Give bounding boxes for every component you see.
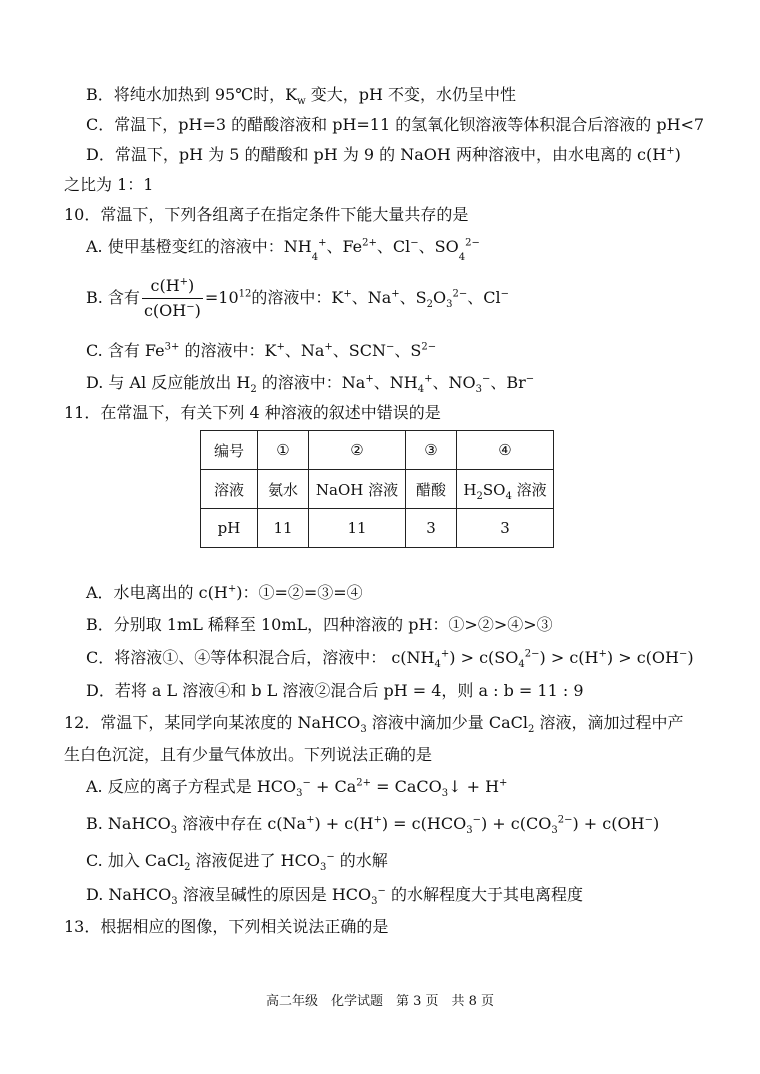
table-cell: pH — [201, 509, 258, 548]
q9-option-d: D．常温下，pH 为 5 的醋酸和 pH 为 9 的 NaOH 两种溶液中，由水电离的 c(H+) — [86, 145, 681, 164]
table-cell: 3 — [406, 509, 457, 548]
q11-stem: 11．在常温下，有关下列 4 种溶液的叙述中错误的是 — [64, 403, 441, 422]
table-cell: 3 — [457, 509, 554, 548]
page-footer: 高二年级 化学试题 第 3 页 共 8 页 — [265, 994, 495, 1009]
table-cell: $H_2SO_4$ 溶液 — [457, 470, 554, 509]
table-cell: ③ — [406, 431, 457, 470]
q11-option-a: A．水电离出的 c(H+)：①=②=③=④ — [86, 583, 363, 602]
q9-option-c: C．常温下，pH=3 的醋酸溶液和 pH=11 的氢氧化钡溶液等体积混合后溶液的 pH<7 — [86, 115, 705, 134]
table-cell: 醋酸 — [406, 470, 457, 509]
q13-stem: 13．根据相应的图像，下列相关说法正确的是 — [64, 917, 389, 936]
table-cell: ② — [309, 431, 406, 470]
table-cell: 11 — [309, 509, 406, 548]
q12-option-a: A. 反应的离子方程式是 $HCO_3^- + Ca^{2+}$ = CaCO$_3$↓ + H+ — [86, 777, 508, 800]
q12-stem: 12．常温下，某同学向某浓度的 NaHCO$_3$ 溶液中滴加少量 CaCl$_2$ 溶液，滴加过程中产 — [64, 713, 684, 736]
table-cell: 编号 — [201, 431, 258, 470]
q12-option-b: B. NaHCO$_3$ 溶液中存在 $c(Na^+) + c(H^+) = c(HCO_3^-) + c(CO_3^{2-}) + c(OH^-)$ — [86, 814, 660, 837]
table-row — [201, 470, 554, 509]
q11-option-b: B．分别取 1mL 稀释至 10mL，四种溶液的 pH：①>②>④>③ — [86, 615, 553, 634]
table-row — [201, 431, 554, 470]
q12-option-c: C. 加入 CaCl$_2$ 溶液促进了 $HCO_3^-$ 的水解 — [86, 851, 388, 874]
table-cell: 溶液 — [201, 470, 258, 509]
table-cell: NaOH 溶液 — [309, 470, 406, 509]
q10-stem: 10．常温下，下列各组离子在指定条件下能大量共存的是 — [64, 205, 469, 224]
q10-option-c: C. 含有 $Fe^{3+}$ 的溶液中：K+、Na+、SCN−、$S^{2-}$ — [86, 341, 437, 360]
table-cell: 11 — [258, 509, 309, 548]
q10-option-d: D. 与 Al 反应能放出 $H_2$ 的溶液中：Na+、$NH_4^+$、$NO_3^-$、Br− — [86, 373, 535, 396]
q9-option-b: B．将纯水加热到 95℃时，$K_w$ 变大，pH 不变，水仍呈中性 — [86, 85, 516, 108]
table-cell: 氨水 — [258, 470, 309, 509]
q10-option-a: A. 使甲基橙变红的溶液中：$NH_4^+$、$Fe^{2+}$、Cl−、$SO_4^{2-}$ — [86, 237, 480, 264]
q12-option-d: D. NaHCO$_3$ 溶液呈碱性的原因是 $HCO_3^-$ 的水解程度大于其电离程度 — [86, 885, 584, 908]
q11-option-d: D．若将 a L 溶液④和 b L 溶液②混合后 pH = 4，则 a : b = 11 : 9 — [86, 681, 584, 700]
q12-stem-cont: 生白色沉淀，且有少量气体放出。下列说法正确的是 — [64, 745, 433, 764]
q9-option-d-cont: 之比为 1：1 — [64, 175, 154, 194]
table-cell: ① — [258, 431, 309, 470]
q11-option-c: C．将溶液①、④等体积混合后，溶液中： $c(NH_4^+) > c(SO_4^{2-}) > c(H^+) > c(OH^-)$ — [86, 648, 694, 671]
table-cell: ④ — [457, 431, 554, 470]
q11-table — [200, 430, 554, 548]
q10-option-b: B. 含有 $\frac{c(H^+)}{c(OH^-)}$ $=10^{12}$的溶液中：K+、Na+、$S_2O_3^{2-}$、Cl− — [86, 276, 510, 320]
table-row — [201, 509, 554, 548]
